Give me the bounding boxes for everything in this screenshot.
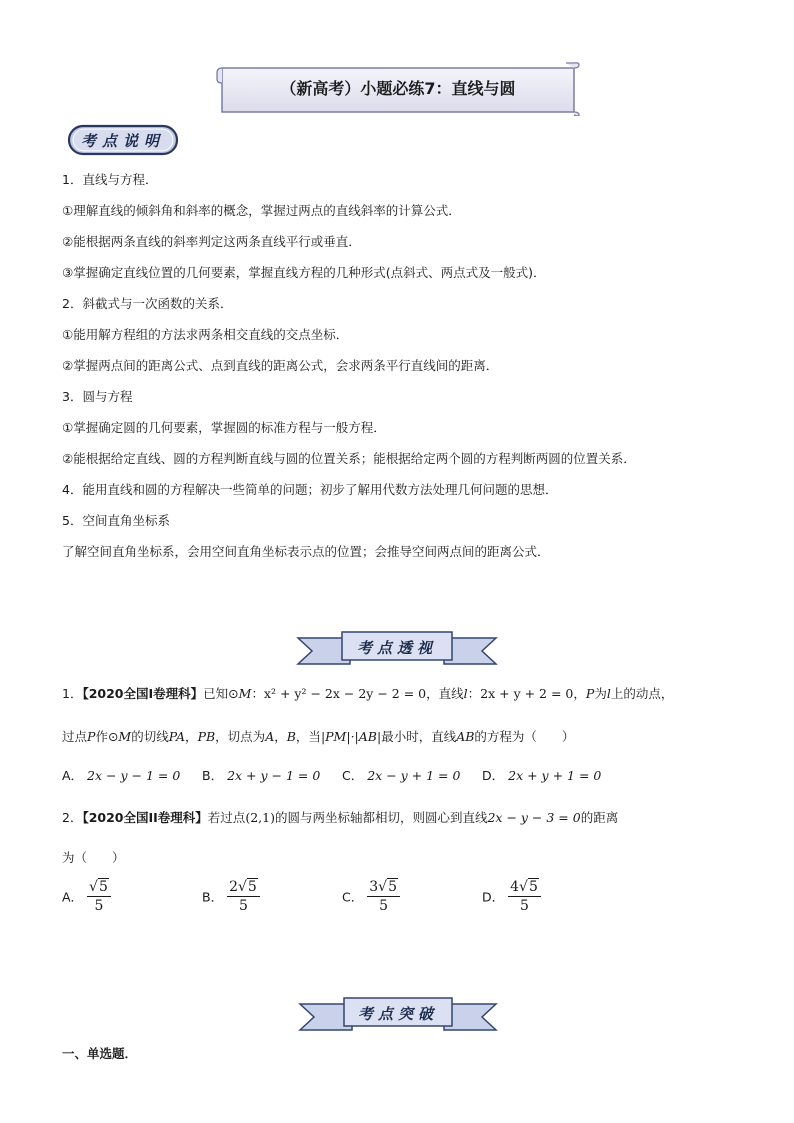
outline-line: 5．空间直角坐标系	[62, 513, 170, 528]
section-badge-kaodian-shuoming	[66, 122, 180, 158]
question-2-line-1: 2．【2020全国II卷理科】若过点(2,1)的圆与两坐标轴都相切，则圆心到直线2x − y − 3 = 0的距离	[62, 810, 619, 825]
q1-option-a[interactable]: A． 2x − y − 1 = 0	[62, 768, 181, 783]
page-title: （新高考）小题必练7：直线与圆	[280, 79, 516, 98]
q1-option-c[interactable]: C． 2x − y + 1 = 0	[342, 768, 461, 783]
section-heading-single-choice: 一、单选题．	[62, 1046, 138, 1061]
outline-line: ②掌握两点间的距离公式、点到直线的距离公式，会求两条平行直线间的距离．	[62, 358, 499, 373]
outline-line: 了解空间直角坐标系，会用空间直角坐标表示点的位置；会推导空间两点间的距离公式．	[62, 544, 550, 559]
outline-line: 3．圆与方程	[62, 389, 133, 404]
ribbon-label: 考点透视	[356, 639, 437, 657]
outline-line: 4．能用直线和圆的方程解决一些简单的问题；初步了解用代数方法处理几何问题的思想．	[62, 482, 558, 497]
question-2-line-2: 为（ ）	[62, 850, 125, 865]
question-1-line-2: 过点P作⊙M的切线PA，PB，切点为A，B，当|PM|·|AB|最小时，直线AB的方程为（ ）	[62, 729, 575, 744]
section-ribbon-kaodian-touxi	[296, 628, 498, 670]
question-1-line-1: 1．【2020全国Ⅰ卷理科】已知⊙M：x² + y² − 2x − 2y − 2 = 0，直线l：2x + y + 2 = 0，P为l上的动点，	[62, 686, 674, 701]
outline-line: 2．斜截式与一次函数的关系．	[62, 296, 233, 311]
section-ribbon-kaodian-tupo	[298, 994, 498, 1036]
q2-option-d[interactable]: D． $\frac{4√5}{5}$	[482, 878, 541, 915]
outline-line: ①能用解方程组的方法求两条相交直线的交点坐标．	[62, 327, 349, 342]
title-scroll-banner	[216, 62, 580, 116]
outline-line: ①理解直线的倾斜角和斜率的概念，掌握过两点的直线斜率的计算公式．	[62, 203, 461, 218]
outline-line: ①掌握确定圆的几何要素，掌握圆的标准方程与一般方程．	[62, 420, 386, 435]
q2-option-b[interactable]: B． $\frac{2√5}{5}$	[202, 878, 260, 915]
q1-option-d[interactable]: D． 2x + y + 1 = 0	[482, 768, 602, 783]
q1-option-b[interactable]: B． 2x + y − 1 = 0	[202, 768, 321, 783]
badge-label: 考点说明	[80, 132, 165, 150]
outline-line: ②能根据两条直线的斜率判定这两条直线平行或垂直．	[62, 234, 361, 249]
outline-line: ③掌握确定直线位置的几何要素，掌握直线方程的几种形式(点斜式、两点式及一般式)．	[62, 265, 546, 280]
q2-option-a[interactable]: A． $\frac{√5}{5}$	[62, 878, 111, 915]
outline-line: ②能根据给定直线、圆的方程判断直线与圆的位置关系；能根据给定两个圆的方程判断两圆的位置关系．	[62, 451, 636, 466]
outline-line: 1．直线与方程．	[62, 172, 158, 187]
q2-option-c[interactable]: C． $\frac{3√5}{5}$	[342, 878, 400, 915]
ribbon-label: 考点突破	[357, 1005, 438, 1023]
